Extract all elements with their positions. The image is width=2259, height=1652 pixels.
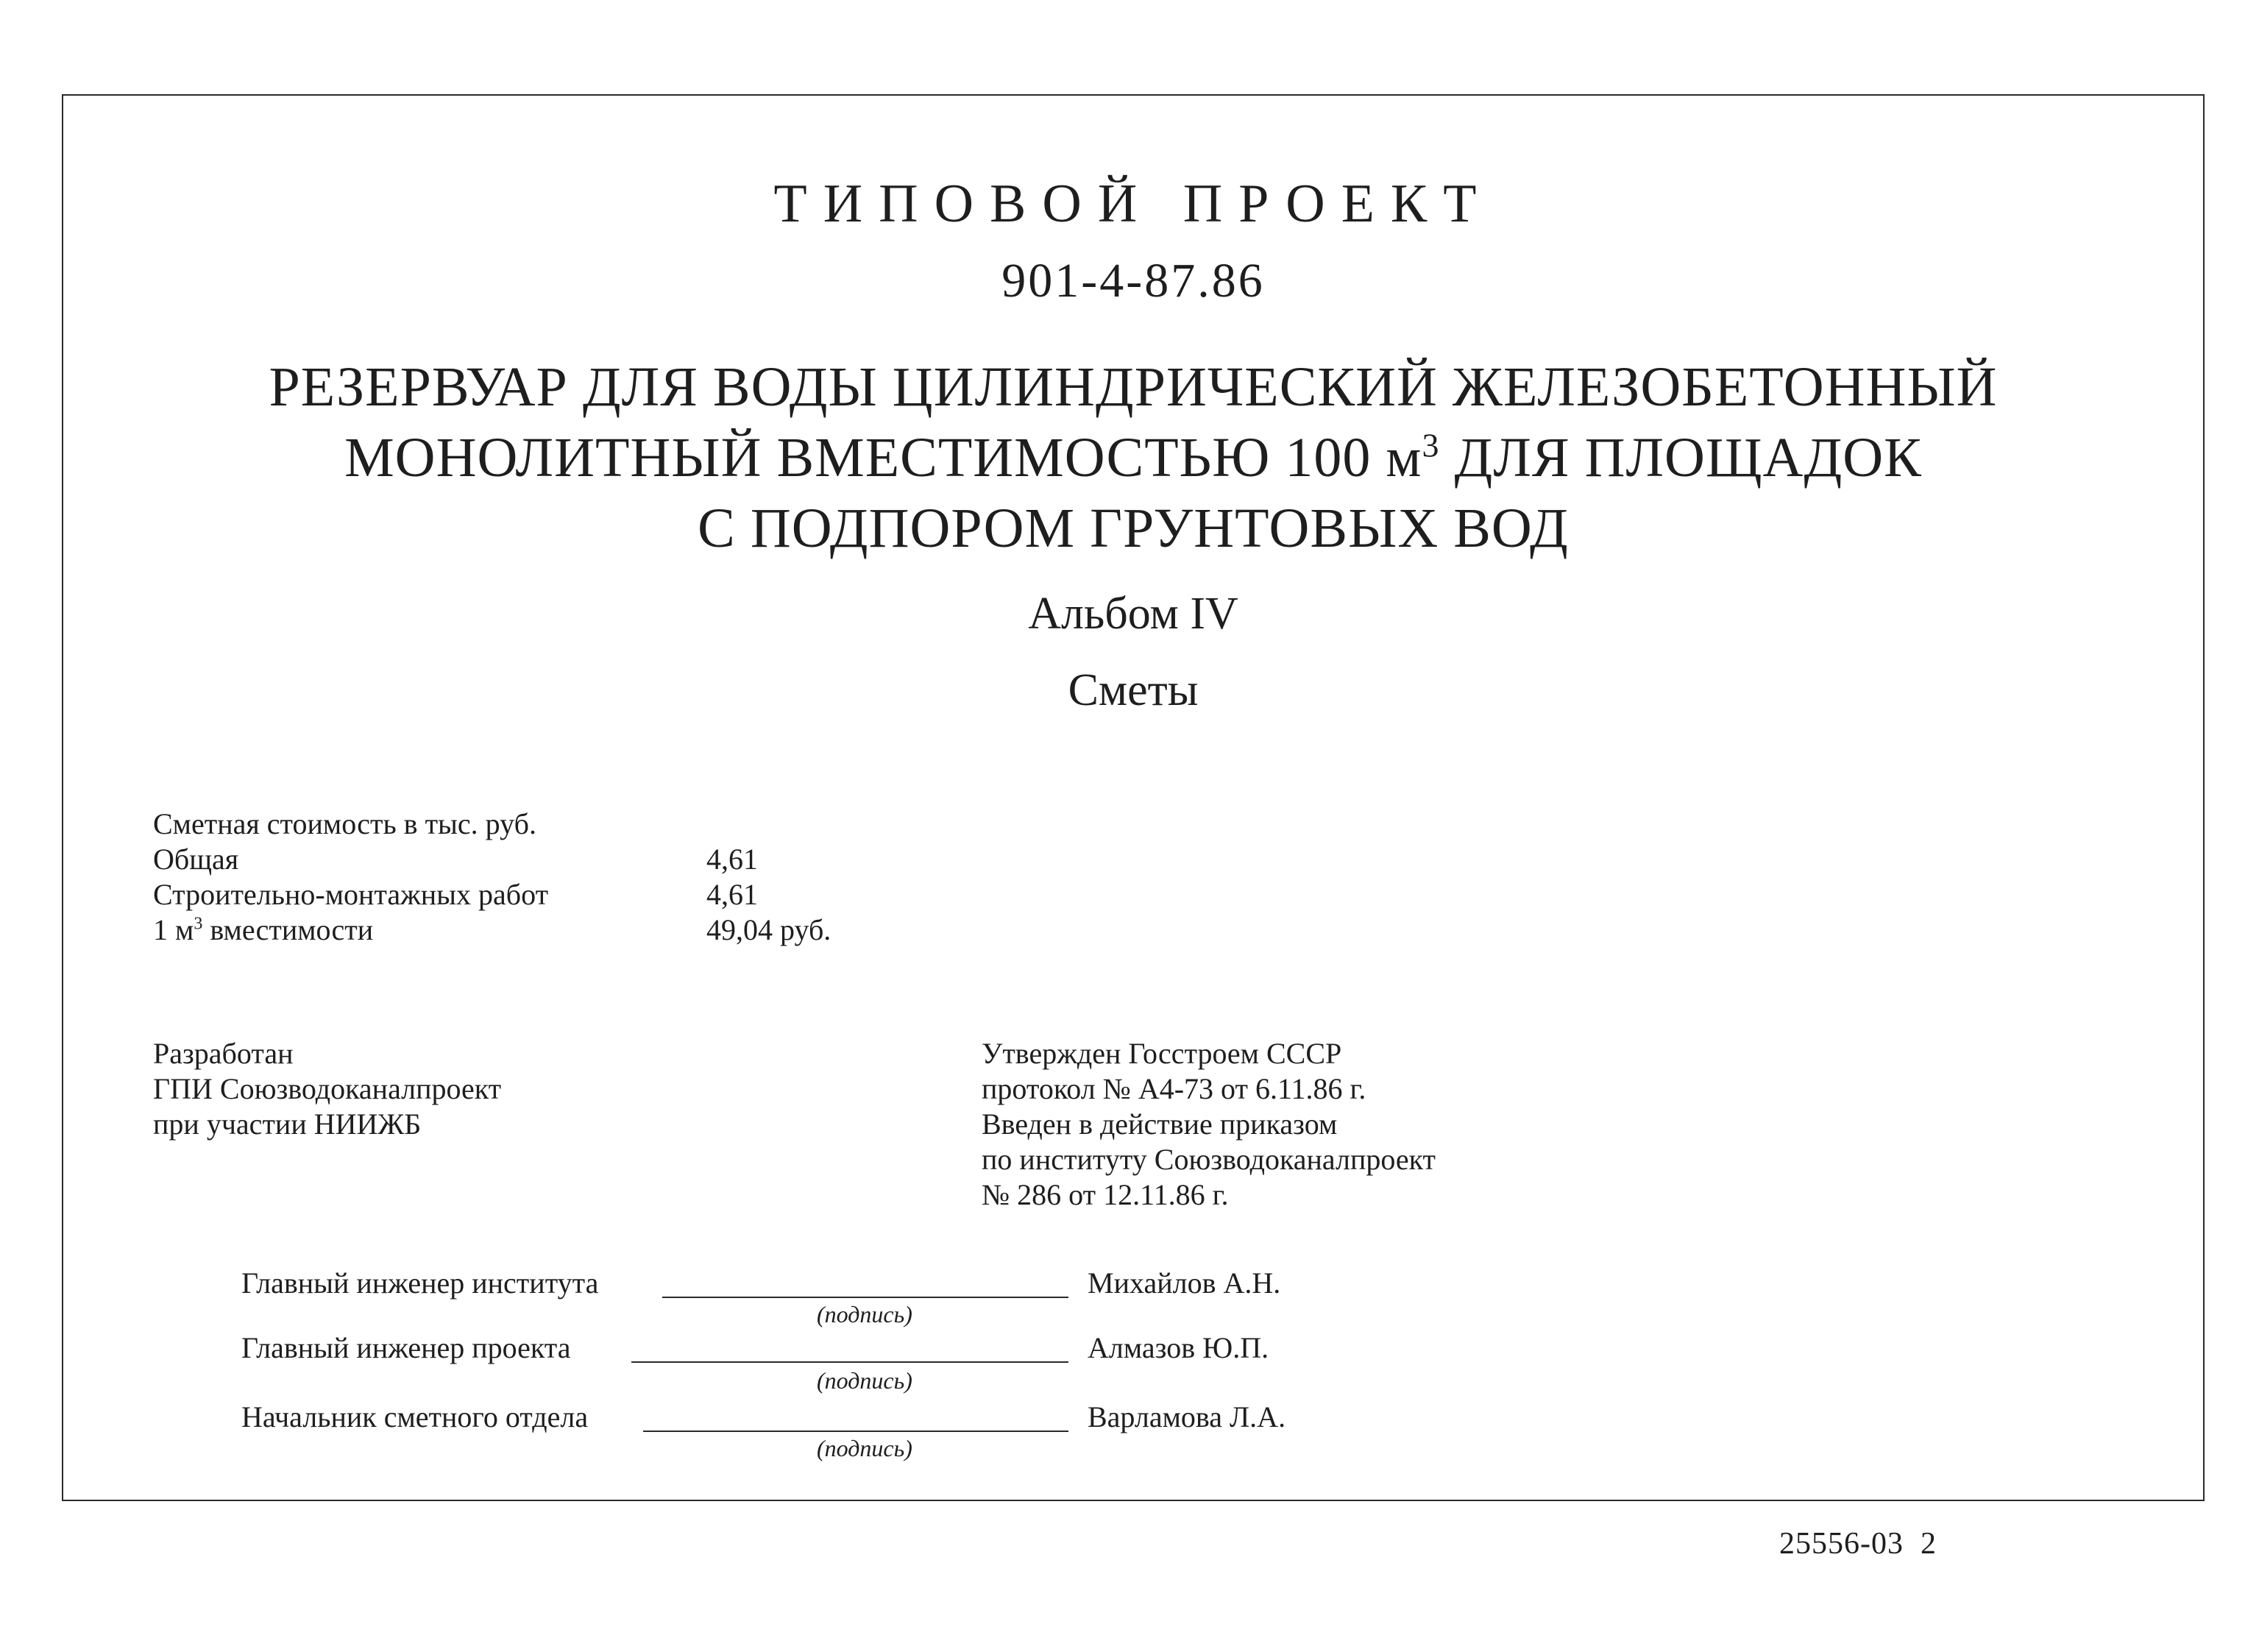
- approval-line-5: № 286 от 12.11.86 г.: [982, 1178, 1229, 1211]
- archive-code: 25556-03: [1779, 1527, 1904, 1561]
- project-name-line-3: С ПОДПОРОМ ГРУНТОВЫХ ВОД: [698, 497, 1569, 559]
- cost-per-m3-label-pre: 1 м: [153, 913, 194, 946]
- signature-role-1: Главный инженер института: [241, 1266, 599, 1300]
- cubic-superscript: 3: [1422, 426, 1440, 464]
- project-name: [62, 352, 2205, 564]
- cost-heading: Сметная стоимость в тыс. руб.: [153, 807, 536, 840]
- signature-caption-1: (подпись): [817, 1301, 912, 1327]
- page-number: 2: [1921, 1527, 1937, 1561]
- signature-caption-3: (подпись): [817, 1435, 912, 1461]
- approval-line-2: протокол № А4-73 от 6.11.86 г.: [982, 1072, 1366, 1105]
- approval-info: [982, 1036, 1436, 1213]
- signature-caption-2: (подпись): [817, 1367, 912, 1394]
- signature-line-1: [662, 1297, 1068, 1298]
- developer-line-2: ГПИ Союзводоканалпроект: [153, 1072, 502, 1105]
- cost-per-m3-label-post: вместимости: [202, 913, 374, 946]
- signature-role-2: Главный инженер проекта: [241, 1331, 571, 1364]
- document-type-title: ТИПОВОЙ ПРОЕКТ: [773, 174, 1493, 234]
- developer-line-1: Разработан: [153, 1037, 294, 1070]
- project-name-line-2: [62, 422, 2205, 493]
- cost-per-m3-superscript: 3: [194, 914, 203, 934]
- approval-line-3: Введен в действие приказом: [982, 1107, 1338, 1141]
- cost-per-m3-value: 49,04 руб.: [706, 913, 831, 946]
- project-name-line-2-tail: ДЛЯ ПЛОЩАДОК: [1439, 427, 1922, 489]
- developer-info: [153, 1036, 501, 1142]
- project-name-line-1: РЕЗЕРВУАР ДЛЯ ВОДЫ ЦИЛИНДРИЧЕСКИЙ ЖЕЛЕЗОБЕТОННЫЙ: [269, 356, 1998, 418]
- album-number: Альбом IV: [1028, 589, 1238, 639]
- signature-name-2: Алмазов Ю.П.: [1088, 1331, 1269, 1364]
- developer-line-3: при участии НИИЖБ: [153, 1107, 422, 1141]
- cost-construction-label: Строительно-монтажных работ: [153, 878, 549, 911]
- project-code: 901-4-87.86: [1001, 254, 1265, 308]
- album-subject: Сметы: [1068, 665, 1199, 715]
- approval-line-1: Утвержден Госстроем СССР: [982, 1037, 1342, 1070]
- signature-name-3: Варламова Л.А.: [1088, 1400, 1286, 1433]
- archive-number: [1779, 1525, 1937, 1563]
- signature-line-3: [643, 1431, 1068, 1432]
- cost-total-label: Общая: [153, 843, 239, 876]
- approval-line-4: по институту Союзводоканалпроект: [982, 1143, 1436, 1176]
- signature-line-2: [631, 1361, 1068, 1363]
- signature-name-1: Михайлов А.Н.: [1088, 1266, 1281, 1300]
- project-name-line-2-text: МОНОЛИТНЫЙ ВМЕСТИМОСТЬЮ 100 м: [344, 427, 1422, 489]
- cost-per-m3-label: [153, 912, 373, 948]
- cost-construction-value: 4,61: [706, 878, 758, 911]
- signature-role-3: Начальник сметного отдела: [241, 1400, 589, 1433]
- cost-total-value: 4,61: [706, 843, 758, 876]
